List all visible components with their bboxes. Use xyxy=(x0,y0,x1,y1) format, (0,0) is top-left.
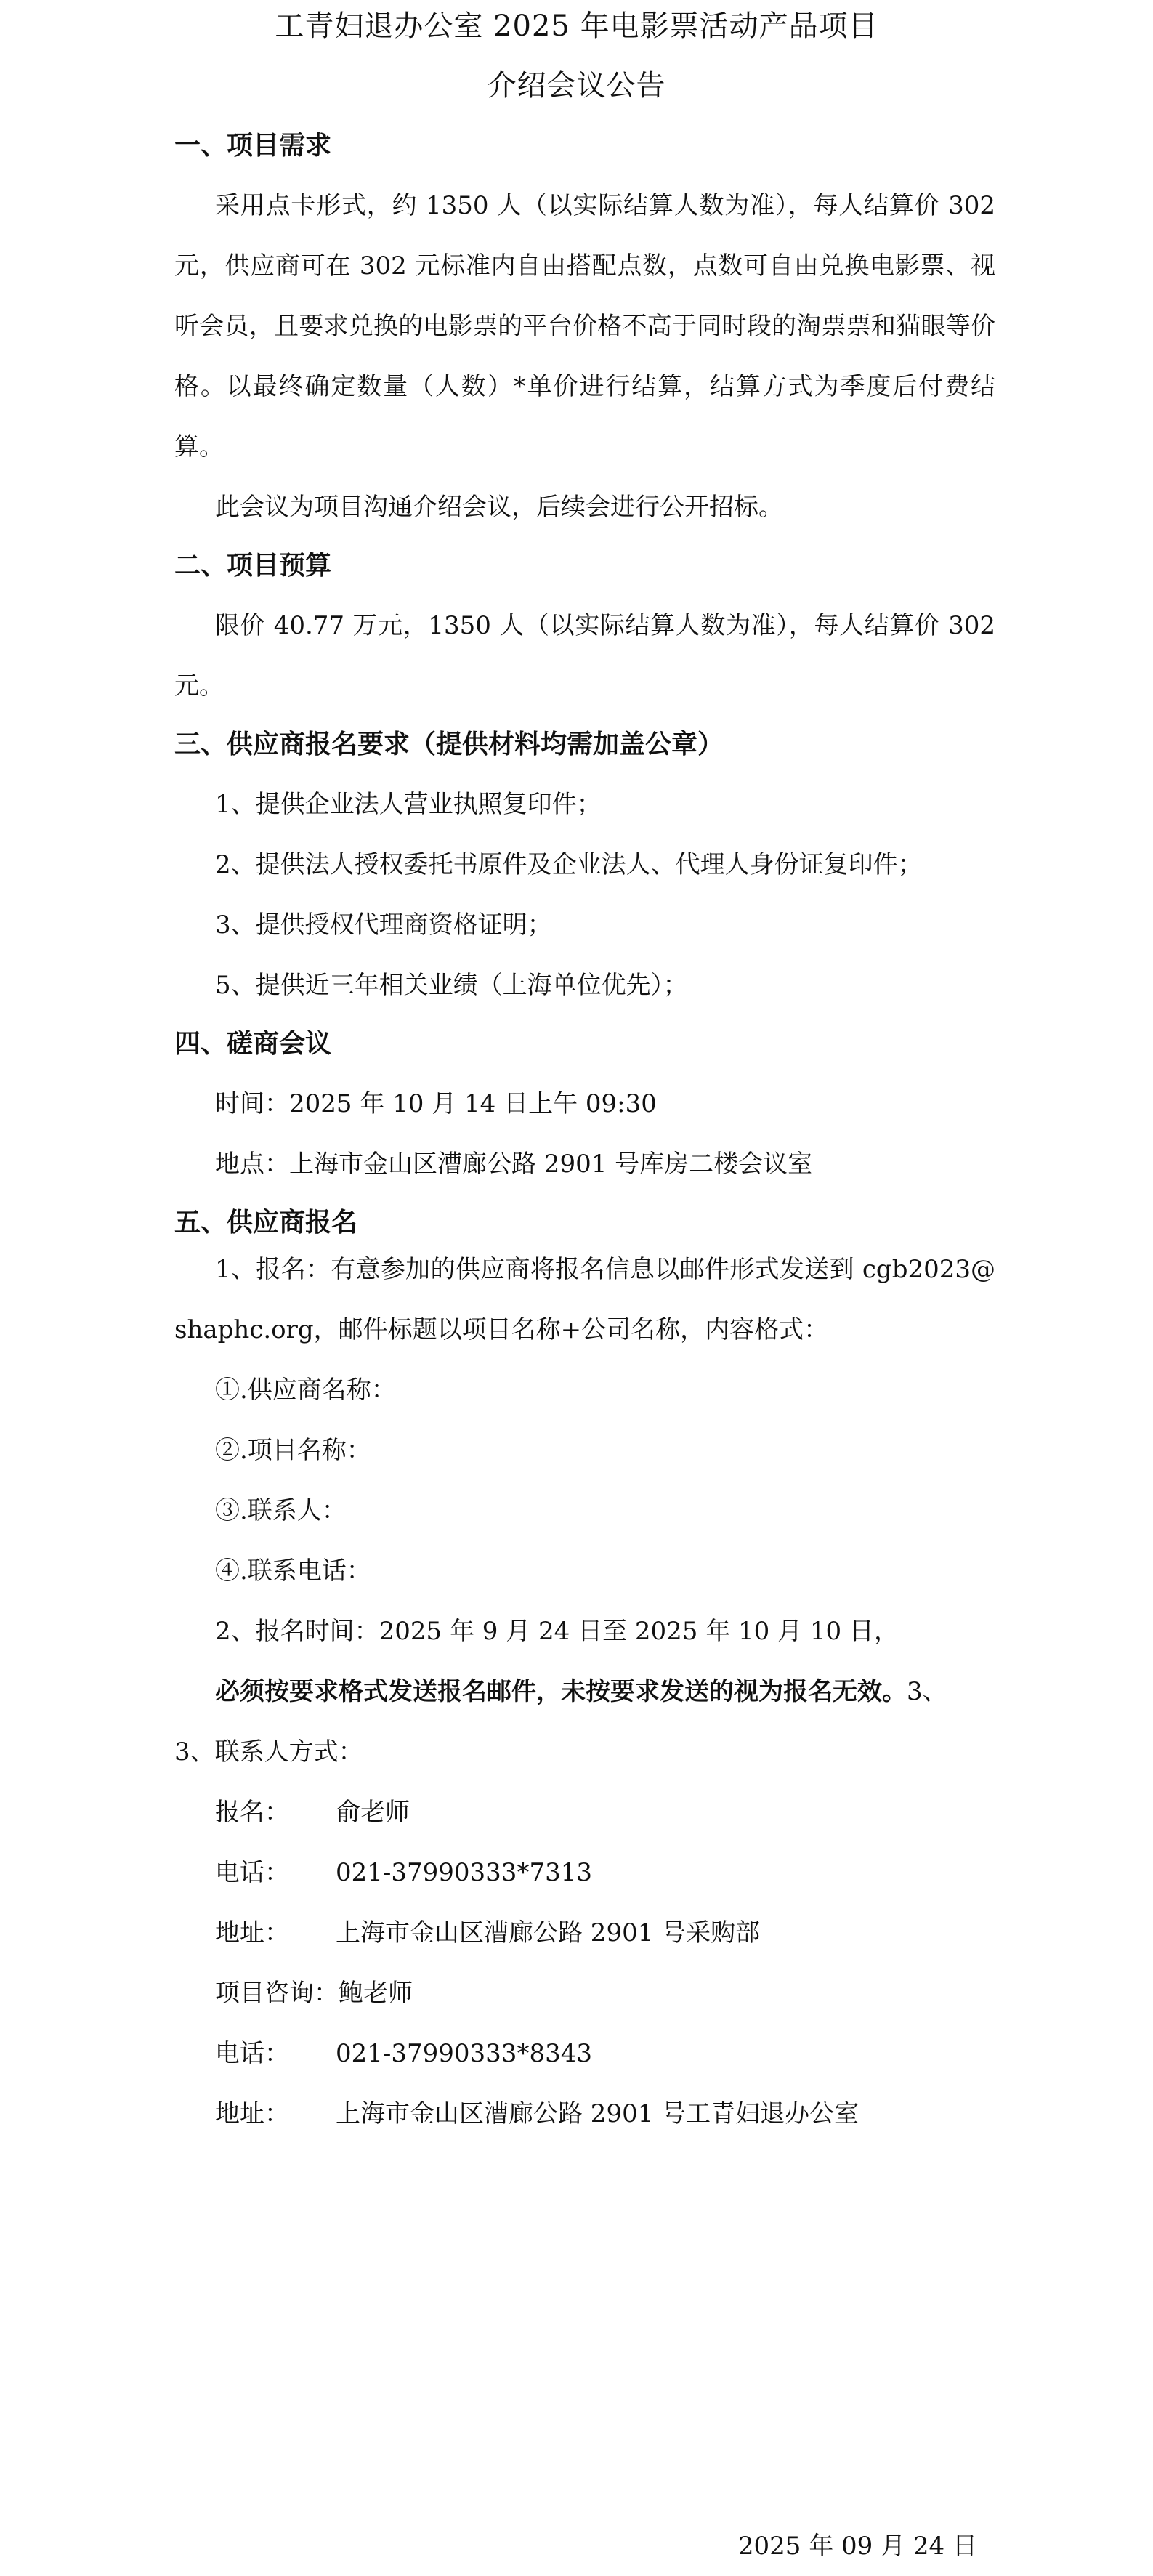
document-date: 2025 年 09 月 24 日 xyxy=(737,2532,977,2561)
section-1-paragraph-1: 采用点卡形式，约 1350 人（以实际结算人数为准），每人结算价 302 元，供应商可在 302 元标准内自由搭配点数，点数可自由兑换电影票、视听会员，且要求兑换的电影票的平台价格不高于同时段的淘票票和猫眼等价格。以最终确定数量（人数）*单价进行结算，结算方式为季度后付费结算。 xyxy=(174,191,995,461)
contact-value: 俞老师 xyxy=(336,1798,410,1827)
section-2-paragraph-1: 限价 40.77 万元，1350 人（以实际结算人数为准），每人结算价 302 元。 xyxy=(174,611,995,700)
section-3-heading: 三、供应商报名要求（提供材料均需加盖公章） xyxy=(174,729,724,759)
contact-label: 报名： xyxy=(215,1798,289,1827)
registration-period: 2、报名时间：2025 年 9 月 24 日至 2025 年 10 月 10 日， xyxy=(215,1617,899,1646)
contact-label: 地址： xyxy=(215,2099,289,2128)
document-title-line-1: 工青妇退办公室 2025 年电影票活动产品项目 xyxy=(275,9,878,43)
contact-value: 021-37990333*7313 xyxy=(336,1858,592,1887)
meeting-time: 时间：2025 年 10 月 14 日上午 09:30 xyxy=(215,1089,657,1118)
document-body xyxy=(174,128,995,2144)
contact-value: 鲍老师 xyxy=(339,1979,413,2008)
section-5-paragraph-1: 1、报名：有意参加的供应商将报名信息以邮件形式发送到 cgb2023@shaphc.org，邮件标题以项目名称+公司名称，内容格式： xyxy=(174,1255,995,1344)
contact-row xyxy=(174,2024,995,2084)
contact-label: 地址： xyxy=(215,1918,289,1947)
contact-row xyxy=(174,2084,995,2144)
section-3-item: 1、提供企业法人营业执照复印件； xyxy=(215,790,602,819)
registration-warning xyxy=(174,1662,995,1722)
section-3-item: 3、提供授权代理商资格证明； xyxy=(215,911,552,940)
registration-warning-tail: 3、 xyxy=(907,1677,947,1706)
section-3-item: 5、提供近三年相关业绩（上海单位优先）； xyxy=(215,971,688,1000)
contact-value: 上海市金山区漕廊公路 2901 号工青妇退办公室 xyxy=(336,2099,859,2128)
contact-row xyxy=(174,1843,995,1903)
contact-label: 电话： xyxy=(215,2039,289,2068)
format-field: ②.项目名称： xyxy=(215,1436,371,1465)
section-4-heading: 四、磋商会议 xyxy=(174,1028,332,1059)
contact-value: 上海市金山区漕廊公路 2901 号采购部 xyxy=(336,1918,761,1947)
section-1-heading: 一、项目需求 xyxy=(174,130,332,161)
contact-label: 电话： xyxy=(215,1858,289,1887)
contact-value: 021-37990333*8343 xyxy=(336,2039,592,2068)
contact-label: 项目咨询： xyxy=(215,1979,339,2008)
document-title-line-2: 介绍会议公告 xyxy=(487,69,666,102)
section-5-heading: 五、供应商报名 xyxy=(174,1207,358,1237)
contact-row xyxy=(174,1782,995,1843)
format-field: ③.联系人： xyxy=(215,1496,347,1525)
contact-row xyxy=(174,1903,995,1963)
section-3-item: 2、提供法人授权委托书原件及企业法人、代理人身份证复印件； xyxy=(215,850,923,879)
contact-methods-heading: 3、联系人方式： xyxy=(174,1737,363,1767)
section-2-heading: 二、项目预算 xyxy=(174,550,332,581)
format-field: ④.联系电话： xyxy=(215,1556,371,1586)
registration-warning-bold: 必须按要求格式发送报名邮件，未按要求发送的视为报名无效。 xyxy=(215,1677,907,1706)
meeting-place: 地点：上海市金山区漕廊公路 2901 号库房二楼会议室 xyxy=(215,1150,813,1179)
section-1-paragraph-2: 此会议为项目沟通介绍会议，后续会进行公开招标。 xyxy=(215,493,783,522)
contact-row xyxy=(174,1963,995,2024)
format-field: ①.供应商名称： xyxy=(215,1376,396,1405)
